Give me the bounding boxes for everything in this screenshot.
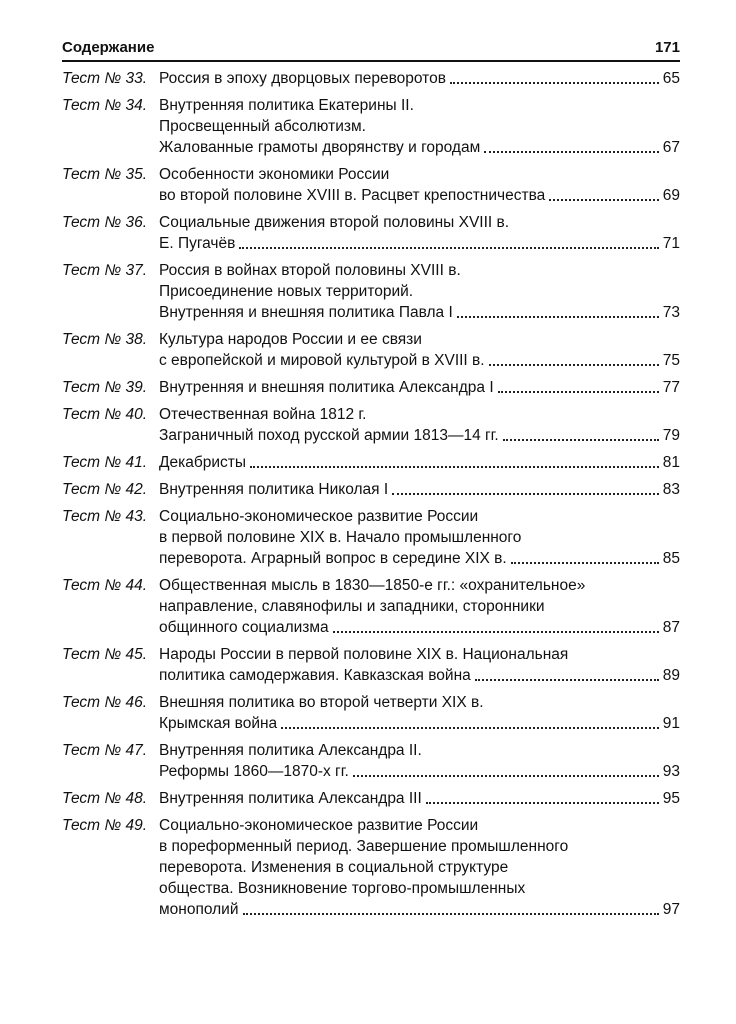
entry-title-line: Присоединение новых территорий. xyxy=(159,283,414,300)
entry-last-line xyxy=(159,899,680,920)
entry-last-line xyxy=(159,233,680,254)
entry-page-number: 95 xyxy=(662,790,680,807)
dot-leader xyxy=(475,679,659,681)
toc-entry xyxy=(62,740,680,782)
entry-last-line xyxy=(159,548,680,569)
dot-leader xyxy=(549,199,659,201)
toc-entry xyxy=(62,644,680,686)
toc-entry xyxy=(62,212,680,254)
entry-title-line: направление, славянофилы и западники, сторонники xyxy=(159,598,545,615)
dot-leader xyxy=(450,82,659,84)
entry-last-line xyxy=(159,425,680,446)
section-title: Содержание xyxy=(62,39,155,56)
test-number: Тест № 44. xyxy=(62,577,148,594)
entry-title-line: Внешняя политика во второй четверти XIX в. xyxy=(159,694,484,711)
entry-title xyxy=(159,815,680,920)
entry-title-line: Россия в войнах второй половины XVIII в. xyxy=(159,262,461,279)
entry-title xyxy=(159,68,680,89)
dot-leader xyxy=(511,562,659,564)
entry-title-line: переворота. Аграрный вопрос в середине XIX в. xyxy=(159,550,507,567)
test-number: Тест № 35. xyxy=(62,166,148,183)
entry-page-number: 87 xyxy=(662,619,680,636)
test-number: Тест № 38. xyxy=(62,331,148,348)
entry-last-line xyxy=(159,137,680,158)
entry-title-line: Внутренняя и внешняя политика Павла I xyxy=(159,304,453,321)
entry-page-number: 75 xyxy=(662,352,680,369)
test-number: Тест № 42. xyxy=(62,481,148,498)
entry-last-line xyxy=(159,452,680,473)
entry-title xyxy=(159,506,680,569)
entry-last-line xyxy=(159,665,680,686)
entry-page-number: 91 xyxy=(662,715,680,732)
test-number: Тест № 43. xyxy=(62,508,148,525)
entry-page-number: 79 xyxy=(662,427,680,444)
toc-entry xyxy=(62,404,680,446)
test-number: Тест № 36. xyxy=(62,214,148,231)
entry-last-line xyxy=(159,350,680,371)
entry-title-line: Особенности экономики России xyxy=(159,166,390,183)
entry-title-line: Заграничный поход русской армии 1813—14 гг. xyxy=(159,427,499,444)
entry-title-line: Крымская война xyxy=(159,715,278,732)
dot-leader xyxy=(353,775,659,777)
entry-title-line: Народы России в первой половине XIX в. Национальная xyxy=(159,646,569,663)
entry-title-line: политика самодержавия. Кавказская война xyxy=(159,667,471,684)
test-number: Тест № 46. xyxy=(62,694,148,711)
entry-title-line: монополий xyxy=(159,901,239,918)
toc-entry xyxy=(62,329,680,371)
toc-entry xyxy=(62,452,680,473)
entry-title-line: Внутренняя и внешняя политика Александра I xyxy=(159,379,494,396)
dot-leader xyxy=(333,631,659,633)
toc-entry xyxy=(62,506,680,569)
entry-title-line: Реформы 1860—1870-х гг. xyxy=(159,763,349,780)
entry-page-number: 93 xyxy=(662,763,680,780)
test-number: Тест № 39. xyxy=(62,379,148,396)
entry-page-number: 81 xyxy=(662,454,680,471)
entry-title-line: Жалованные грамоты дворянству и городам xyxy=(159,139,481,156)
entry-title-line: Социальные движения второй половины XVIII в. xyxy=(159,214,510,231)
entry-page-number: 77 xyxy=(662,379,680,396)
entry-page-number: 73 xyxy=(662,304,680,321)
entry-title xyxy=(159,740,680,782)
entry-last-line xyxy=(159,761,680,782)
test-number: Тест № 45. xyxy=(62,646,148,663)
toc-entry xyxy=(62,788,680,809)
entry-page-number: 97 xyxy=(662,901,680,918)
entry-title-line: Отечественная война 1812 г. xyxy=(159,406,367,423)
entry-title-line: общинного социализма xyxy=(159,619,329,636)
dot-leader xyxy=(457,316,659,318)
test-number: Тест № 48. xyxy=(62,790,148,807)
entry-title-line: Культура народов России и ее связи xyxy=(159,331,422,348)
entry-title-line: Внутренняя политика Александра II. xyxy=(159,742,422,759)
entry-title xyxy=(159,164,680,206)
entry-title xyxy=(159,329,680,371)
entry-last-line xyxy=(159,617,680,638)
dot-leader xyxy=(426,802,659,804)
entry-title xyxy=(159,788,680,809)
entry-page-number: 71 xyxy=(662,235,680,252)
dot-leader xyxy=(489,364,659,366)
entry-title xyxy=(159,95,680,158)
entry-last-line xyxy=(159,713,680,734)
entry-title-line: Социально-экономическое развитие России xyxy=(159,817,479,834)
entry-last-line xyxy=(159,788,680,809)
toc-entry xyxy=(62,479,680,500)
entry-title-line: Россия в эпоху дворцовых переворотов xyxy=(159,70,446,87)
entry-title xyxy=(159,575,680,638)
entry-title-line: Внутренняя политика Александра III xyxy=(159,790,422,807)
entry-last-line xyxy=(159,68,680,89)
toc-entry xyxy=(62,575,680,638)
toc-entry xyxy=(62,377,680,398)
table-of-contents xyxy=(62,68,680,926)
test-number: Тест № 40. xyxy=(62,406,148,423)
entry-title xyxy=(159,212,680,254)
entry-title-line: Социально-экономическое развитие России xyxy=(159,508,479,525)
entry-title xyxy=(159,404,680,446)
entry-last-line xyxy=(159,479,680,500)
entry-title-line: в пореформенный период. Завершение промышленного xyxy=(159,838,569,855)
test-number: Тест № 47. xyxy=(62,742,148,759)
test-number: Тест № 37. xyxy=(62,262,148,279)
entry-page-number: 83 xyxy=(662,481,680,498)
entry-page-number: 85 xyxy=(662,550,680,567)
running-header xyxy=(62,30,680,62)
entry-last-line xyxy=(159,302,680,323)
entry-title-line: Общественная мысль в 1830—1850-е гг.: «охранительное» xyxy=(159,577,586,594)
toc-entry xyxy=(62,692,680,734)
entry-page-number: 89 xyxy=(662,667,680,684)
entry-title-line: Просвещенный абсолютизм. xyxy=(159,118,366,135)
toc-entry xyxy=(62,164,680,206)
test-number: Тест № 41. xyxy=(62,454,148,471)
entry-title-line: во второй половине XVIII в. Расцвет крепостничества xyxy=(159,187,546,204)
entry-last-line xyxy=(159,185,680,206)
dot-leader xyxy=(484,151,659,153)
test-number: Тест № 33. xyxy=(62,70,148,87)
dot-leader xyxy=(503,439,659,441)
entry-title-line: Внутренняя политика Екатерины II. xyxy=(159,97,414,114)
entry-title-line: Декабристы xyxy=(159,454,247,471)
entry-title xyxy=(159,692,680,734)
dot-leader xyxy=(239,247,658,249)
toc-entry xyxy=(62,260,680,323)
entry-title xyxy=(159,452,680,473)
test-number: Тест № 34. xyxy=(62,97,148,114)
dot-leader xyxy=(392,493,659,495)
entry-title-line: Е. Пугачёв xyxy=(159,235,236,252)
dot-leader xyxy=(498,391,659,393)
entry-page-number: 69 xyxy=(662,187,680,204)
toc-entry xyxy=(62,815,680,920)
page-number: 171 xyxy=(654,39,680,56)
entry-page-number: 65 xyxy=(662,70,680,87)
dot-leader xyxy=(250,466,659,468)
entry-title-line: с европейской и мировой культурой в XVIII в. xyxy=(159,352,485,369)
entry-page-number: 67 xyxy=(662,139,680,156)
entry-title-line: общества. Возникновение торгово-промышленных xyxy=(159,880,526,897)
entry-last-line xyxy=(159,377,680,398)
entry-title xyxy=(159,479,680,500)
entry-title xyxy=(159,260,680,323)
dot-leader xyxy=(243,913,659,915)
entry-title-line: в первой половине XIX в. Начало промышленного xyxy=(159,529,522,546)
dot-leader xyxy=(281,727,659,729)
entry-title xyxy=(159,644,680,686)
entry-title xyxy=(159,377,680,398)
test-number: Тест № 49. xyxy=(62,817,148,834)
toc-entry xyxy=(62,95,680,158)
toc-entry xyxy=(62,68,680,89)
entry-title-line: Внутренняя политика Николая I xyxy=(159,481,389,498)
entry-title-line: переворота. Изменения в социальной структуре xyxy=(159,859,509,876)
